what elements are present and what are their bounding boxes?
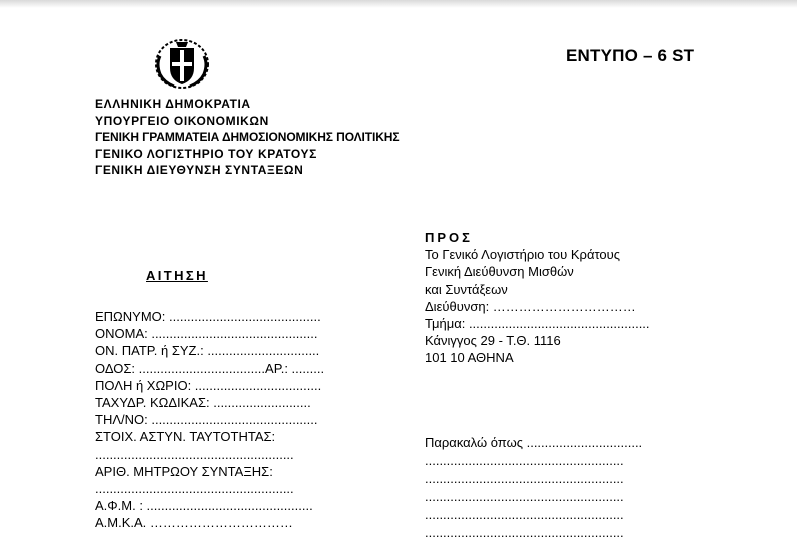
- form-code: ΕΝΤΥΠΟ – 6 ST: [566, 46, 695, 65]
- header-line: ΕΛΛΗΝΙΚΗ ΔΗΜΟΚΡΑΤΙΑ: [95, 97, 251, 111]
- pension-registry-label: ΑΡΙΘ. ΜΗΤΡΩΟΥ ΣΥΝΤΑΞΗΣ:: [95, 463, 273, 479]
- postal-code-field[interactable]: ΤΑΧΥΔΡ. ΚΩΔΙΚΑΣ: ...........................: [95, 395, 311, 411]
- id-card-field[interactable]: .......................................................: [95, 446, 294, 462]
- recipient-line: και Συντάξεων: [425, 281, 508, 297]
- pension-registry-field[interactable]: .......................................................: [95, 481, 294, 497]
- header-line: ΓΕΝΙΚΗ ΔΙΕΥΘΥΝΣΗ ΣΥΝΤΑΞΕΩΝ: [95, 163, 304, 177]
- father-spouse-name-field[interactable]: ΟΝ. ΠΑΤΡ. ή ΣΥΖ.: ...............................: [95, 343, 320, 359]
- surname-field[interactable]: ΕΠΩΝΥΜΟ: ..........................................: [95, 309, 321, 324]
- header-line: ΓΕΝΙΚΗ ΓΡΑΜΜΑΤΕΙΑ ΔΗΜΟΣΙΟΝΟΜΙΚΗΣ ΠΟΛΙΤΙΚΗΣ: [95, 130, 400, 144]
- header-line: ΓΕΝΙΚΟ ΛΟΓΙΣΤΗΡΙΟ ΤΟΥ ΚΡΑΤΟΥΣ: [95, 146, 317, 161]
- name-field[interactable]: ΟΝΟΜΑ: ..............................................: [95, 326, 318, 342]
- recipient-title: ΠΡΟΣ: [425, 230, 473, 245]
- request-block: [425, 434, 710, 542]
- issuing-authority-header: [95, 96, 399, 179]
- greek-coat-of-arms-icon: [152, 36, 212, 90]
- application-title: ΑΙΤΗΣΗ: [146, 268, 208, 283]
- recipient-address: Κάνιγγος 29 - Τ.Θ. 1116: [425, 333, 561, 349]
- applicant-fields: [95, 308, 375, 532]
- request-line[interactable]: .......................................................: [425, 453, 624, 468]
- recipient-city: 101 10 ΑΘΗΝΑ: [425, 350, 514, 366]
- amka-field[interactable]: Α.Μ.Κ.Α. ……………………………: [95, 515, 293, 531]
- directorate-field[interactable]: Διεύθυνση: ……………………………: [425, 298, 636, 314]
- recipient-block: [425, 229, 715, 367]
- request-line[interactable]: .......................................................: [425, 525, 624, 540]
- header-line: ΥΠΟΥΡΓΕΙΟ ΟΙΚΟΝΟΜΙΚΩΝ: [95, 113, 269, 128]
- recipient-line: Το Γενικό Λογιστήριο του Κράτους: [425, 247, 621, 263]
- afm-field[interactable]: Α.Φ.Μ. : ..............................................: [95, 498, 313, 514]
- phone-field[interactable]: ΤΗΛ/ΝΟ: ..............................................: [95, 412, 318, 428]
- id-card-label: ΣΤΟΙΧ. ΑΣΤΥΝ. ΤΑΥΤΟΤΗΤΑΣ:: [95, 429, 276, 445]
- request-line[interactable]: .......................................................: [425, 507, 624, 522]
- department-field[interactable]: Τμήμα: ..................................................: [425, 316, 650, 332]
- city-field[interactable]: ΠΟΛΗ ή ΧΩΡΙΟ: ...................................: [95, 377, 322, 393]
- street-field[interactable]: ΟΔΟΣ: ...................................ΑΡ.: .........: [95, 360, 325, 376]
- request-line[interactable]: .......................................................: [425, 471, 624, 486]
- request-field[interactable]: Παρακαλώ όπως ................................: [425, 435, 643, 450]
- recipient-line: Γενική Διεύθυνση Μισθών: [425, 264, 574, 280]
- request-line[interactable]: .......................................................: [425, 489, 624, 504]
- top-shadow: [0, 0, 797, 8]
